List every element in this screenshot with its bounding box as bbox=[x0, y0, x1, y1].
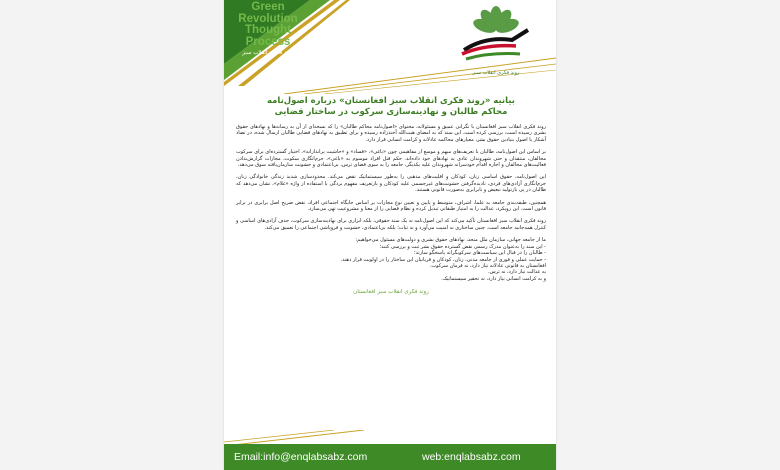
demand-item: - حمایت عملی و فوری از جامعه مدنی، زنان، کودکان و قربانیان این ساختار را در اولویت قرار دهند. bbox=[340, 256, 546, 263]
signature: روند فکری انقلاب سبز افغانستان bbox=[353, 289, 429, 296]
paragraph-4: همچنین، طبقه‌بندی جامعه به علما، اشراف، متوسط و پایین و تعیین نوع مجازات بر اساس جایگاه اجتماعی افراد، نقض صریح اصل برابری در برابر قانون است. این رویکرد، عدالت را به امتیاز طبقاتی تبدیل کرده و نظام قضایی را از معنا و مشروعیت تهی می‌سازد. bbox=[236, 199, 546, 213]
brand-name bbox=[228, 2, 308, 48]
paragraph-5: روند فکری انقلاب سبز افغانستان تأکید می‌کند که این اصول‌نامه نه یک سند حقوقی، بلکه ابزاری برای نهادینه‌سازی سرکوب، حذف آزادی‌های اساسی و کنترل همه‌جانبه جامعه است. چنین ساختاری نه امنیت می‌آورد و نه ثبات؛ بلکه بی‌اعتمادی، خشونت و فروپاشی اجتماعی را تعمیق می‌کند. bbox=[236, 218, 546, 231]
brand-line-2: Revolution bbox=[238, 12, 298, 25]
paragraph-1: روند فکری انقلاب سبز افغانستان با نگرانی عمیق و مسئولانه، محتوای «اصول‌نامه محاکم طالبان» را که نسخه‌ای از آن به رسانه‌ها و نهادهای حقوق بشری رسیده است، بررسی کرده است. این سند که به امضای هبت‌الله آخندزاده رسیده و برای تطبیق به نهادهای قضایی طالبان ارسال شده، در تضاد آشکار با اصول بنیادین حقوق بشر، معیارهای محاکمه عادلانه و کرامت انسانی قرار دارد. bbox=[236, 124, 546, 143]
demand-item: - این سند را به‌عنوان مدرک رسمی نقض گسترده حقوق بشر ثبت و بررسی کنند؛ bbox=[379, 243, 546, 250]
footer-email[interactable]: Email:info@enqlabsabz.com bbox=[234, 451, 368, 463]
brand-line-1: Green bbox=[251, 1, 285, 13]
logo-caption: روند فکری انقلاب سبز bbox=[472, 70, 520, 76]
demand-item: - طالبان را در قبال این سیاست‌های سرکوبگرانه پاسخگو سازند؛ bbox=[413, 250, 546, 257]
footer bbox=[224, 430, 556, 470]
title-line-1: بیانیه «روند فکری انقلاب سبز افغانستان» درباره اصول‌نامه bbox=[267, 96, 515, 106]
brand-line-3: Thought bbox=[245, 24, 291, 36]
closing-line: و به کرامت انسانی نیاز دارد، نه تحقیر سیستماتیک. bbox=[441, 275, 546, 282]
closing-line: به عدالت نیاز دارد، نه ترس. bbox=[487, 269, 546, 276]
green-revolution-logo-icon bbox=[456, 6, 536, 68]
paragraph-2: بر اساس این اصول‌نامه، طالبان با تعریف‌های مبهم و موسع از مفاهیمی چون «باغی»، «فساد» و «حاشیت براندازانه»، اختیار گسترده‌ای برای سرکوب مخالفان، منتقدان و حتی شهروندان عادی به نهادهای خود داده‌اند. حکم قتل افراد موسوم به «باغی»، جرم‌انگاری سکوت، مجازات گزارش‌ندادن فعالیت‌های مخالفان و اجازه اقدام خودسرانه شهروندان علیه یکدیگر، جامعه را به سوی قضای ترس، بی‌اعتمادی و خشونت سازمان‌یافته سوق می‌دهد. bbox=[236, 149, 546, 169]
footer-website[interactable]: web:enqlabsabz.com bbox=[422, 451, 521, 463]
paragraph-3: این اصول‌نامه، حقوق اساسی زنان، کودکان و اقلیت‌های مذهبی را به‌طور سیستماتیک نقض می‌کند. محدودسازی شدید زندگی خانوادگی زنان، جرم‌انگاری آزادی‌های فردی، نادیده‌گرفتن خشونت‌های غیرجسمی علیه کودکان و بازتعریف مفهوم بردگی با استفاده از واژه «غلام»، نشان می‌دهد که طالبان در پی بازتولید تبعیض و نابرابری به‌صورت قانونی هستند. bbox=[236, 174, 546, 194]
document-page bbox=[224, 0, 556, 470]
title-line-2: محاکم طالبان و نهادینه‌سازی سرکوب در ساختار قضایی bbox=[274, 107, 508, 117]
brand-line-4: Process bbox=[245, 35, 291, 48]
document-body bbox=[236, 96, 546, 295]
closing-line: افغانستان به قانونی عادلانه نیاز دارد، نه فرمان سرکوب. bbox=[429, 262, 546, 269]
document-title bbox=[236, 96, 546, 118]
brand-subtitle: روند فکری انقلاب سبز bbox=[242, 50, 294, 56]
demands-intro: ما از جامعه جهانی، سازمان ملل متحد، نهادهای حقوق بشری و دولت‌های مسئول می‌خواهیم: bbox=[355, 237, 546, 244]
